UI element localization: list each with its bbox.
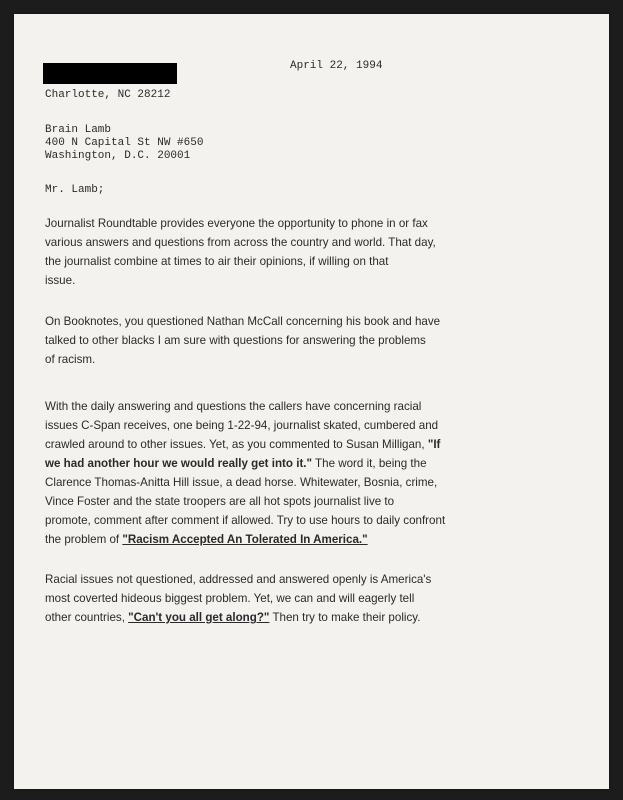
emphasis-underlined: "Racism Accepted An Tolerated In America." [122,533,368,546]
paragraph-line [45,608,431,627]
recipient-name: Brain Lamb [45,124,112,136]
paragraph-line [45,530,445,549]
paragraph-line: most coverted hideous biggest problem. Yet, we can and will eagerly tell [45,592,415,605]
paragraph-4 [45,570,431,627]
paragraph-line: issue. [45,274,76,287]
paragraph-line: Vince Foster and the state troopers are all hot spots journalist live to [45,495,395,508]
paragraph-line [45,454,445,473]
paragraph-line: of racism. [45,353,96,366]
emphasis-underlined: "Can't you all get along?" [128,611,270,624]
paragraph-text: The word it, being the [312,457,427,470]
quote-bold: we had another hour we would really get into it." [45,457,313,470]
sender-city-line: Charlotte, NC 28212 [45,89,171,101]
salutation: Mr. Lamb; [45,184,105,196]
recipient-street: 400 N Capital St NW #650 [45,137,204,149]
paragraph-line: Racial issues not questioned, addressed and answered openly is America's [45,573,432,586]
paragraph-line: the journalist combine at times to air their opinions, if willing on that [45,255,389,268]
letter-page [14,14,609,789]
paragraph-text: the problem of [45,533,123,546]
letter-date: April 22, 1994 [290,60,383,72]
recipient-city: Washington, D.C. 20001 [45,150,191,162]
paragraph-line [45,435,445,454]
paragraph-3 [45,397,445,549]
paragraph-text: crawled around to other issues. Yet, as you commented to Susan Milligan, [45,438,425,451]
paragraph-text: Then try to make their policy. [269,611,421,624]
paragraph-2 [45,312,440,369]
paragraph-line: With the daily answering and questions the callers have concerning racial [45,400,422,413]
paragraph-line: Journalist Roundtable provides everyone the opportunity to phone in or fax [45,217,428,230]
paragraph-line: various answers and questions from across the country and world. That day, [45,236,436,249]
quote-bold: "If [427,438,441,451]
paragraph-line: On Booknotes, you questioned Nathan McCall concerning his book and have [45,315,441,328]
paragraph-line: Clarence Thomas-Anitta Hill issue, a dead horse. Whitewater, Bosnia, crime, [45,476,438,489]
paragraph-text: other countries, [45,611,129,624]
redacted-sender-name [43,63,177,84]
paragraph-line: talked to other blacks I am sure with questions for answering the problems [45,334,426,347]
paragraph-line: issues C-Span receives, one being 1-22-94, journalist skated, cumbered and [45,419,439,432]
paragraph-1 [45,214,436,290]
paragraph-line: promote, comment after comment if allowed. Try to use hours to daily confront [45,514,446,527]
